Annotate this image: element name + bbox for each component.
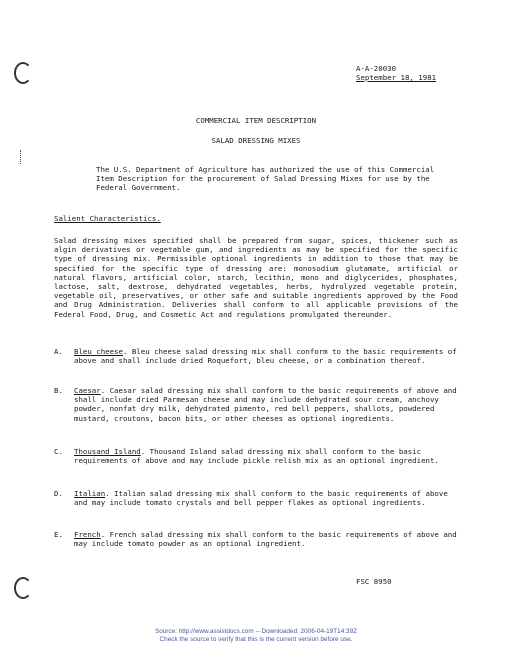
body-paragraph: Salad dressing mixes specified shall be prepared from sugar, spices, thickener such as algin derivatives or vegetable gum, and ingredients as may be specified for the specific type of dressing mix. Permissible optional ingredients in addition to those that may be specified for the specific type of dressing are: monosodium glutamate, artificial or natural flavors, artificial color, starch, lecithin, mono and diglycerides, phosphates, lactose, salt, dextrose, dehydrated vegetables, herbs, hydrolyzed vegetable protein, vegetable oil, preservatives, or other safe and suitable ingredients approved by the Food and Drug Administration. Deliveries shall conform to all applicable provisions of the Federal Food, Drug, and Cosmetic Act and regulations promulgated thereunder. (54, 236, 458, 319)
item-text: . Bleu cheese salad dressing mix shall conform to the basic requirements of above and shall include dried Roquefort, bleu cheese, or a combination thereof. (74, 347, 457, 366)
item-name: Bleu cheese (74, 347, 123, 356)
item-letter: D. (54, 489, 63, 498)
item-letter: E. (54, 530, 63, 539)
footer-source-line: Source: http://www.assistdocs.com -- Downloaded: 2006-04-19T14:39Z (154, 628, 358, 635)
section-heading: Salient Characteristics. (54, 214, 161, 223)
document-subtitle: SALAD DRESSING MIXES (211, 136, 301, 145)
document-date: September 18, 1981 (356, 73, 437, 82)
footer-verify-line: Check the source to verify that this is the current version before use. (159, 636, 353, 643)
item-text: . Italian salad dressing mix shall conform to the basic requirements of above and may include tomato crystals and bell pepper flakes as optional ingredients. (74, 489, 448, 508)
item-text: . French salad dressing mix shall conform to the basic requirements of above and may include tomato powder as an optional ingredient. (74, 530, 457, 549)
item-letter: C. (54, 447, 63, 456)
source-footer (0, 628, 512, 644)
document-title: COMMERCIAL ITEM DESCRIPTION (195, 116, 317, 125)
punch-hole-bottom (14, 577, 32, 599)
list-item (54, 447, 458, 484)
item-name: Thousand Island (74, 447, 141, 456)
intro-paragraph: The U.S. Department of Agriculture has authorized the use of this Commercial Item Description for the procurement of Salad Dressing Mixes for use by the Federal Government. (96, 165, 435, 193)
list-item (54, 347, 458, 384)
item-name: Italian (74, 489, 106, 498)
item-letter: B. (54, 386, 63, 395)
item-letter: A. (54, 347, 63, 356)
list-item (54, 489, 458, 526)
list-item (54, 386, 458, 423)
item-text: . Thousand Island salad dressing mix shall conform to the basic requirements of above and may include pickle relish mix as an optional ingredient. (74, 447, 439, 466)
item-text: . Caesar salad dressing mix shall conform to the basic requirements of above and shall include dried Parmesan cheese and may include dehydrated sour cream, anchovy powder, nonfat dry milk, dehydrated pimento, red bell peppers, shallots, powdered mustard, croutons, bacon bits, or other cheeses as optional ingredients. (74, 386, 457, 423)
punch-hole-top (14, 62, 32, 84)
fsc-code: FSC 8950 (356, 577, 392, 586)
margin-mark (20, 150, 27, 164)
list-item (54, 530, 458, 567)
item-name: French (74, 530, 101, 539)
document-id: A-A-20030 (356, 64, 397, 73)
item-name: Caesar (74, 386, 101, 395)
